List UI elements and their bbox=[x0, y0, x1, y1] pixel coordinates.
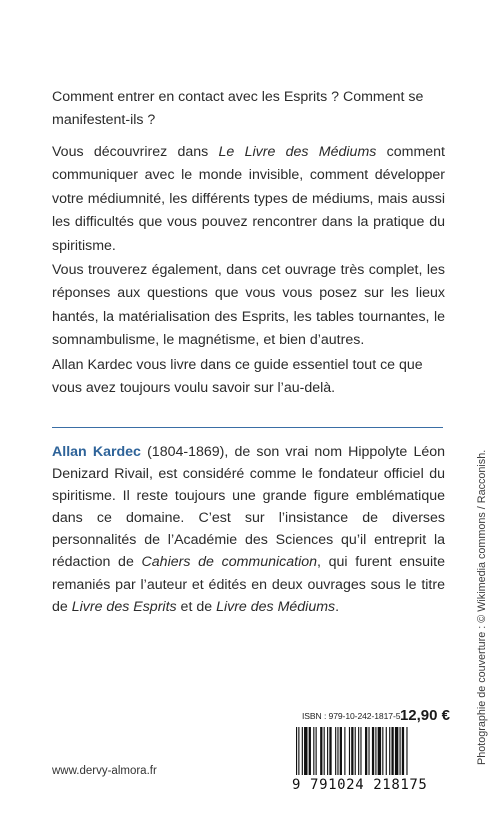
barcode-bar bbox=[360, 727, 361, 775]
intro-paragraph-4: Allan Kardec vous livre dans ce guide essentiel tout ce que vous avez toujours voulu savoir sur l’au-delà. bbox=[52, 357, 423, 397]
intro-paragraph-2 bbox=[52, 141, 445, 258]
intro-paragraph-3: Vous trouverez également, dans cet ouvrage très complet, les réponses aux questions que vous vous posez sur les lieux hantés, la matérialisation des Esprits, les tables tournantes, le somnambulisme, le magnétisme, et bien d’autres. bbox=[52, 262, 445, 349]
barcode-bar bbox=[355, 727, 356, 775]
barcode-bar bbox=[378, 727, 381, 775]
barcode-bar bbox=[340, 727, 342, 775]
barcode-bar bbox=[400, 727, 401, 775]
intro-p2-text: Vous découvrirez dans bbox=[52, 144, 219, 160]
barcode-bar bbox=[304, 727, 307, 775]
isbn-price-row bbox=[302, 707, 450, 727]
barcode-bar bbox=[349, 727, 350, 775]
barcode-bar bbox=[335, 727, 336, 775]
book-title-livre-des-mediums: Le Livre des Médiums bbox=[218, 144, 377, 160]
barcode-bar bbox=[320, 727, 322, 775]
barcode-bar bbox=[375, 727, 376, 775]
barcode-icon bbox=[296, 727, 442, 775]
barcode-bar bbox=[406, 727, 407, 775]
barcode-bar bbox=[327, 727, 328, 775]
barcode-bar bbox=[309, 727, 311, 775]
barcode-bar bbox=[337, 727, 338, 775]
barcode-bar bbox=[389, 727, 390, 775]
barcode-bar bbox=[329, 727, 331, 775]
barcode-bar bbox=[324, 727, 325, 775]
barcode-digits: 9 791024 218175 bbox=[292, 777, 428, 793]
bio-text-3: et de bbox=[176, 598, 217, 615]
bio-text-4: . bbox=[335, 598, 340, 615]
intro-question: Comment entrer en contact avec les Esprits ? Comment se manifestent-ils ? bbox=[52, 89, 424, 129]
barcode-bar bbox=[368, 727, 369, 775]
barcode-bar bbox=[365, 727, 367, 775]
intro-p2-text-rest: comment communiquer avec le monde invisible, comment développer votre médiumnité, les différents types de médiums, mais aussi les difficultés que vous pouvez rencontrer dans la pratique du spiritisme. bbox=[52, 144, 445, 254]
barcode-bar bbox=[344, 727, 345, 775]
author-name: Allan Kardec bbox=[52, 444, 141, 460]
author-bio bbox=[52, 441, 445, 618]
barcode-bar bbox=[298, 727, 299, 775]
photo-credit: Photographie de couverture : © Wikimedia commons / Racconish. bbox=[476, 449, 488, 765]
isbn: ISBN : 979-10-242-1817-5 bbox=[302, 711, 401, 721]
barcode-bar bbox=[391, 727, 393, 775]
barcode-bar bbox=[351, 727, 353, 775]
barcode-bar bbox=[402, 727, 404, 775]
bio-title-cahiers: Cahiers de communication bbox=[141, 554, 318, 571]
barcode-bar bbox=[316, 727, 317, 775]
bio-text-2: , qui furent ensuite remaniés par l’auteur et édités en deux ouvrages sous le titre de bbox=[52, 554, 446, 615]
bio-text-1: (1804-1869), de son vrai nom Hippolyte Léon Denizard Rivail, est considéré comme le fondateur officiel du spiritisme. Il reste toujours une grande figure emblématique dans ce domaine. C’est sur l’insistance de diverses personnalités de l’Académie des Sciences qu’il entreprit la rédaction de bbox=[52, 444, 446, 571]
barcode-bar bbox=[302, 727, 303, 775]
barcode-bar bbox=[358, 727, 359, 775]
barcode-bar bbox=[395, 727, 398, 775]
bio-title-livre-des-esprits: Livre des Esprits bbox=[71, 598, 177, 615]
price: 12,90 € bbox=[399, 707, 450, 724]
section-divider bbox=[52, 427, 443, 428]
barcode-bar bbox=[386, 727, 387, 775]
barcode-bar bbox=[372, 727, 374, 775]
bio-title-livre-des-mediums: Livre des Médiums bbox=[216, 598, 336, 615]
barcode-bar bbox=[382, 727, 383, 775]
barcode-bar bbox=[313, 727, 314, 775]
barcode-bar bbox=[296, 727, 297, 775]
publisher-website: www.dervy-almora.fr bbox=[52, 765, 157, 777]
